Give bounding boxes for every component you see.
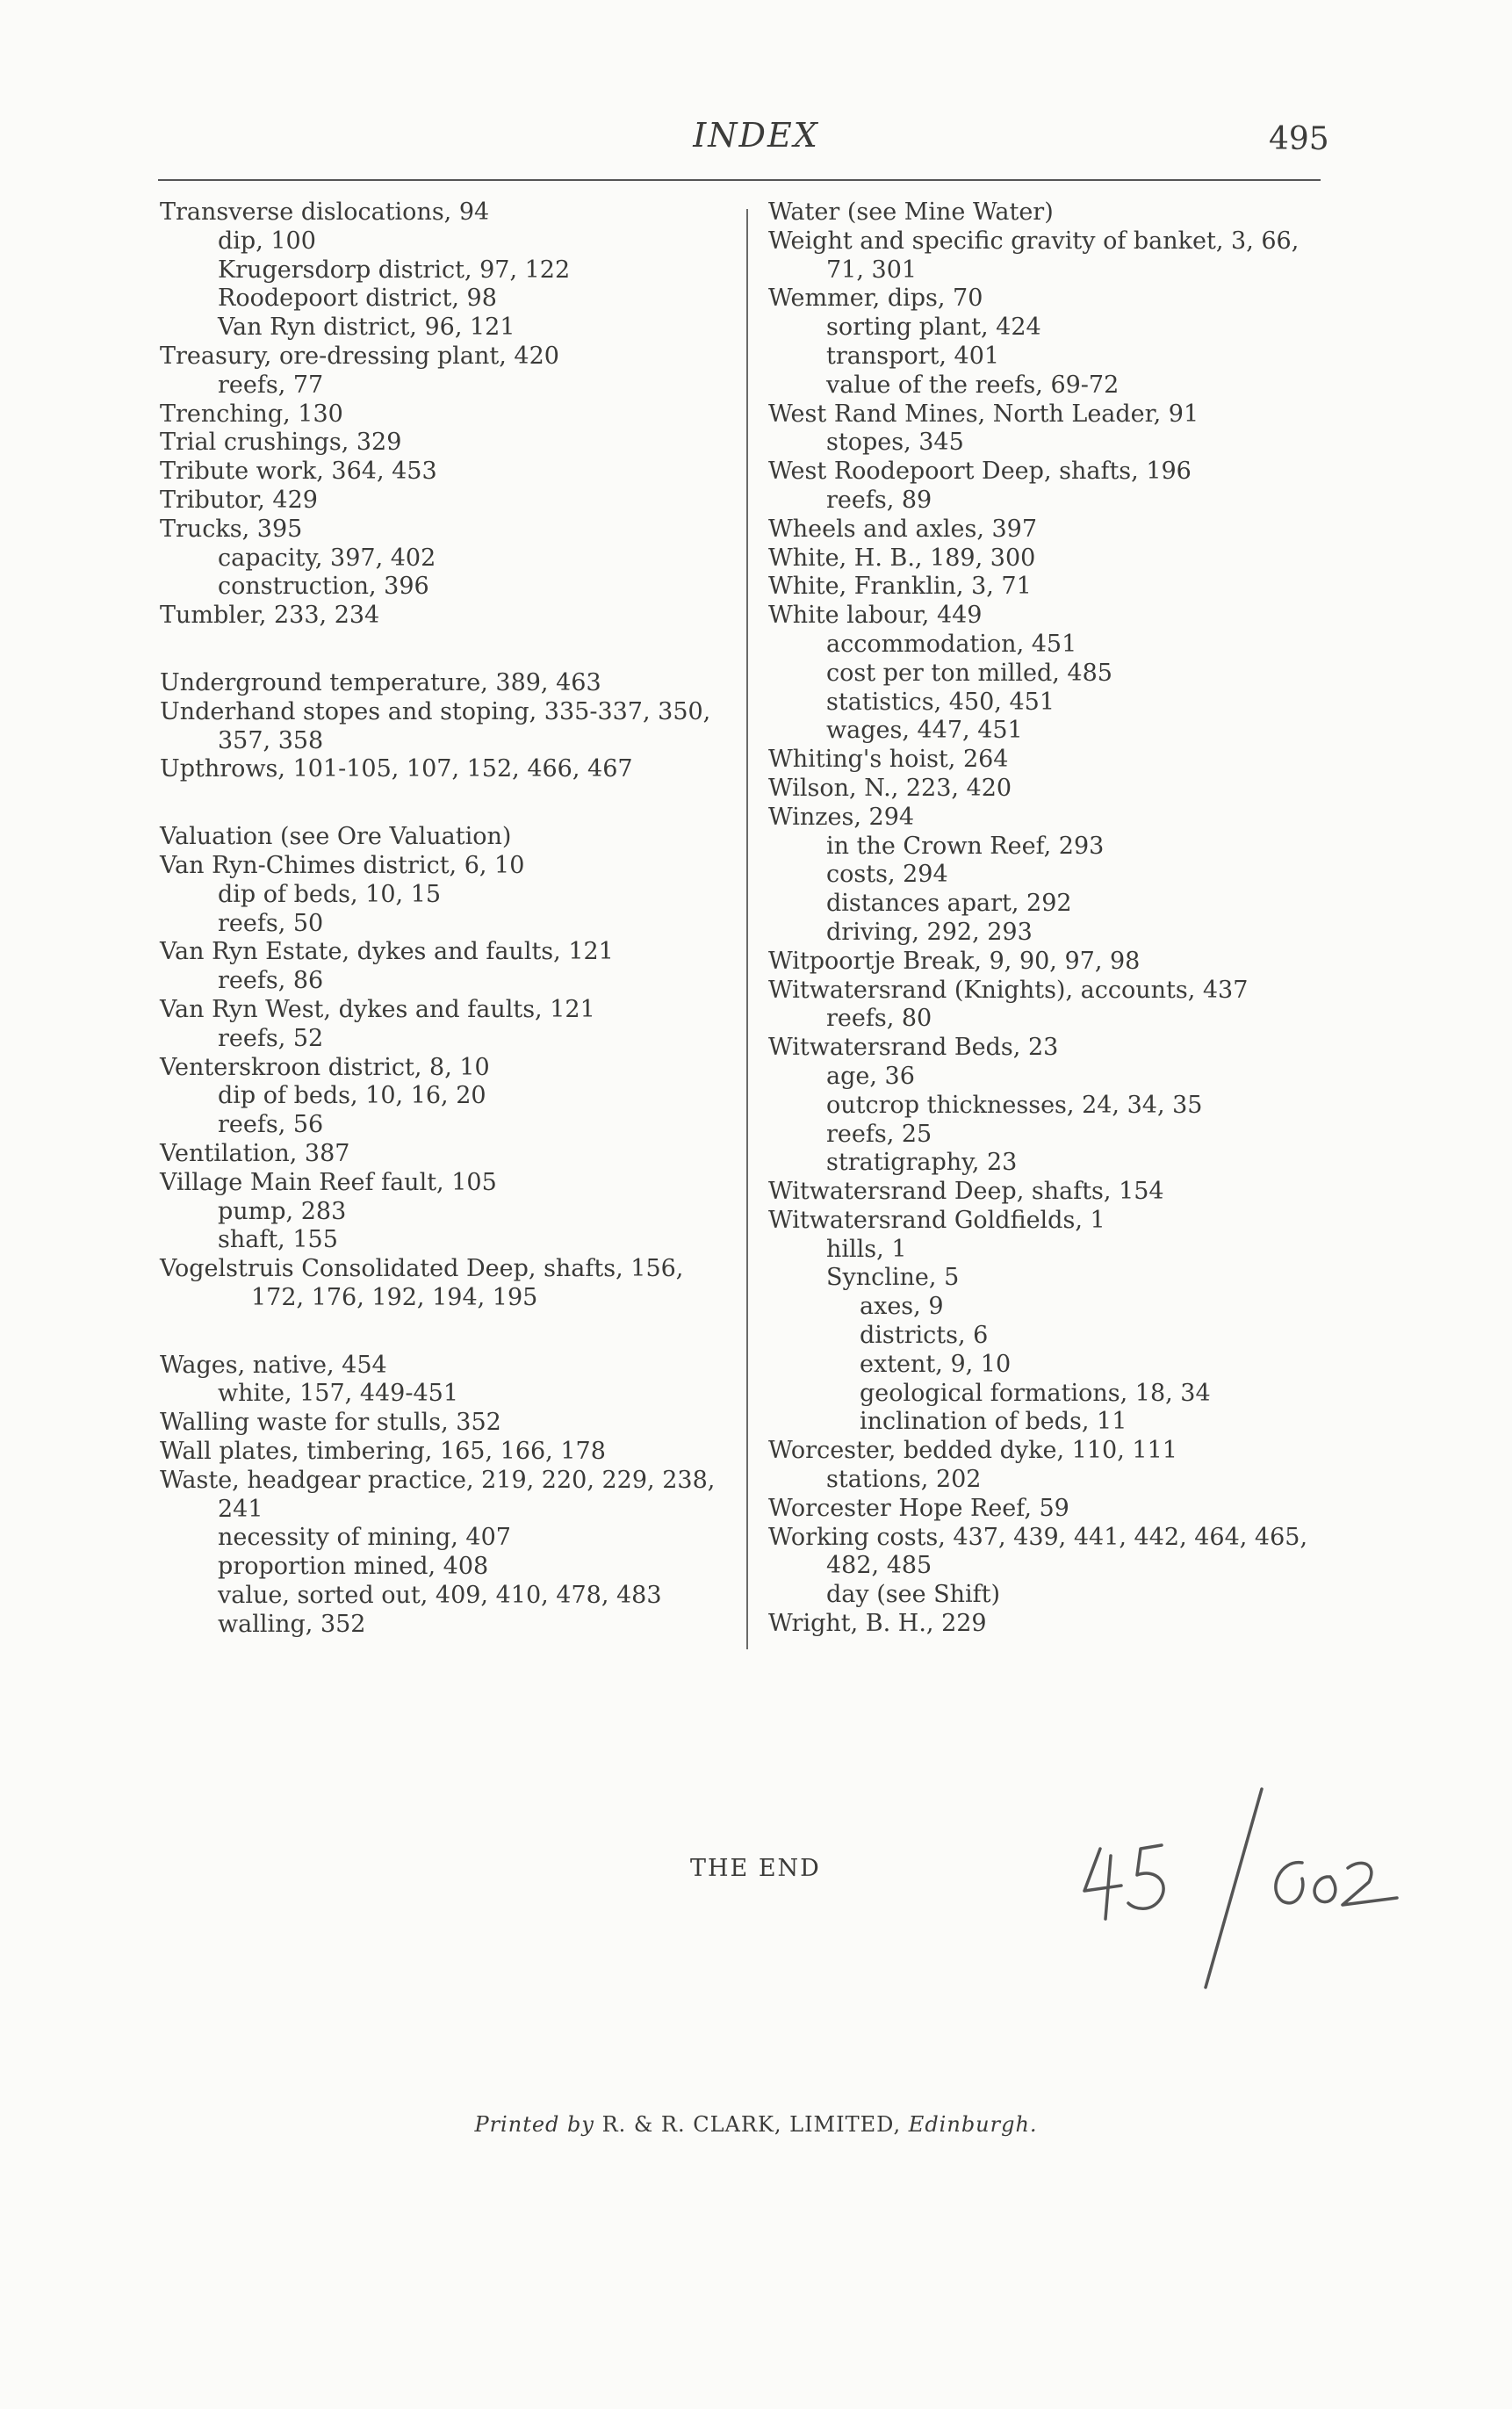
index-entry: Water (see Mine Water) xyxy=(768,198,1054,226)
imprint-prefix: Printed by xyxy=(474,2112,594,2137)
index-subentry: value of the reefs, 69-72 xyxy=(826,371,1120,399)
index-column-left xyxy=(160,198,731,1640)
index-subentry: dip of beds, 10, 15 xyxy=(218,880,442,908)
header-rule xyxy=(158,179,1321,181)
index-subentry: districts, 6 xyxy=(860,1322,989,1350)
index-subentry: outcrop thicknesses, 24, 34, 35 xyxy=(826,1091,1203,1119)
section-gap xyxy=(160,784,731,823)
index-subentry: inclination of beds, 11 xyxy=(860,1408,1127,1436)
index-subentry: reefs, 56 xyxy=(218,1111,324,1139)
index-subentry: geological formations, 18, 34 xyxy=(860,1379,1211,1407)
index-entry: Witwatersrand Beds, 23 xyxy=(768,1034,1059,1062)
index-entry: Trial crushings, 329 xyxy=(160,429,402,457)
index-entry: Waste, headgear practice, 219, 220, 229, 238, xyxy=(160,1466,716,1494)
index-entry: West Roodepoort Deep, shafts, 196 xyxy=(768,458,1192,486)
index-subentry: reefs, 80 xyxy=(826,1005,932,1033)
index-entry: Witpoortje Break, 9, 90, 97, 98 xyxy=(768,947,1141,975)
index-entry: Winzes, 294 xyxy=(768,803,915,831)
index-entry: Witwatersrand (Knights), accounts, 437 xyxy=(768,976,1249,1004)
index-entry: Underground temperature, 389, 463 xyxy=(160,668,601,696)
index-subentry: stopes, 345 xyxy=(826,429,964,457)
index-entry: Treasury, ore-dressing plant, 420 xyxy=(160,342,559,370)
column-divider xyxy=(746,209,748,1649)
index-subentry: shaft, 155 xyxy=(218,1226,338,1254)
index-subentry: driving, 292, 293 xyxy=(826,918,1033,946)
index-subentry: Syncline, 5 xyxy=(826,1264,960,1292)
printer-imprint xyxy=(0,2112,1512,2137)
index-subentry: proportion mined, 408 xyxy=(218,1553,489,1581)
index-subentry: transport, 401 xyxy=(826,342,1000,370)
index-subentry: 357, 358 xyxy=(218,726,324,754)
index-entry: Van Ryn-Chimes district, 6, 10 xyxy=(160,851,525,879)
index-subentry: distances apart, 292 xyxy=(826,890,1072,918)
index-subentry: accommodation, 451 xyxy=(826,630,1077,658)
index-entry: White, Franklin, 3, 71 xyxy=(768,573,1032,601)
index-entry: Van Ryn West, dykes and faults, 121 xyxy=(160,995,595,1023)
index-entry: Wheels and axles, 397 xyxy=(768,515,1038,543)
index-entry: Vogelstruis Consolidated Deep, shafts, 156, xyxy=(160,1255,684,1283)
index-entry: Underhand stopes and stoping, 335-337, 350, xyxy=(160,697,711,725)
index-subentry: day (see Shift) xyxy=(826,1581,1001,1609)
index-subentry: walling, 352 xyxy=(218,1610,366,1638)
index-entry: Witwatersrand Deep, shafts, 154 xyxy=(768,1178,1164,1206)
imprint-printer: R. & R. CLARK, LIMITED, xyxy=(601,2112,902,2137)
index-entry: Whiting's hoist, 264 xyxy=(768,746,1009,774)
index-subentry: reefs, 77 xyxy=(218,371,324,399)
index-subentry: Krugersdorp district, 97, 122 xyxy=(218,256,571,284)
index-subentry: necessity of mining, 407 xyxy=(218,1524,511,1552)
index-entry: Wright, B. H., 229 xyxy=(768,1610,987,1638)
index-subentry: pump, 283 xyxy=(218,1197,347,1225)
index-entry: Van Ryn Estate, dykes and faults, 121 xyxy=(160,938,614,966)
page-title: INDEX xyxy=(693,116,819,155)
index-column-right xyxy=(768,198,1330,1639)
index-subentry: reefs, 52 xyxy=(218,1024,324,1052)
index-subentry: 482, 485 xyxy=(826,1552,932,1580)
index-entry: Walling waste for stulls, 352 xyxy=(160,1409,501,1437)
index-entry: Wall plates, timbering, 165, 166, 178 xyxy=(160,1438,606,1466)
index-entry: Transverse dislocations, 94 xyxy=(160,198,490,226)
index-subentry: wages, 447, 451 xyxy=(826,717,1023,745)
index-subentry: in the Crown Reef, 293 xyxy=(826,832,1105,860)
index-subentry: statistics, 450, 451 xyxy=(826,688,1055,716)
index-entry: Wages, native, 454 xyxy=(160,1351,387,1379)
index-entry: White, H. B., 189, 300 xyxy=(768,544,1036,572)
index-entry: Valuation (see Ore Valuation) xyxy=(160,823,512,851)
index-entry: Tribute work, 364, 453 xyxy=(160,458,437,486)
index-entry: Ventilation, 387 xyxy=(160,1139,350,1167)
index-subentry: 71, 301 xyxy=(826,256,918,284)
index-entry: Venterskroon district, 8, 10 xyxy=(160,1053,490,1081)
index-entry: Worcester, bedded dyke, 110, 111 xyxy=(768,1437,1177,1465)
index-entry: West Rand Mines, North Leader, 91 xyxy=(768,400,1199,428)
index-subentry: reefs, 25 xyxy=(826,1120,932,1148)
index-subentry: extent, 9, 10 xyxy=(860,1350,1012,1378)
index-entry: Weight and specific gravity of banket, 3, 66, xyxy=(768,227,1300,255)
index-subentry: reefs, 86 xyxy=(218,967,324,995)
handwritten-note xyxy=(1076,1787,1409,1989)
index-entry: Upthrows, 101-105, 107, 152, 466, 467 xyxy=(160,755,633,783)
index-subentry: hills, 1 xyxy=(826,1235,907,1263)
index-subentry: cost per ton milled, 485 xyxy=(826,659,1112,687)
index-entry: Trenching, 130 xyxy=(160,400,343,428)
index-subentry: dip, 100 xyxy=(218,227,316,255)
index-subentry: 241 xyxy=(218,1495,263,1523)
index-subentry: white, 157, 449-451 xyxy=(218,1380,459,1408)
index-subentry: reefs, 50 xyxy=(218,909,324,937)
index-subentry: stratigraphy, 23 xyxy=(826,1149,1018,1177)
imprint-place: Edinburgh. xyxy=(908,2112,1038,2137)
section-gap xyxy=(160,631,731,669)
index-subentry: reefs, 89 xyxy=(826,486,932,514)
index-entry: Tumbler, 233, 234 xyxy=(160,602,380,630)
index-subentry: construction, 396 xyxy=(218,573,429,601)
index-entry: Trucks, 395 xyxy=(160,515,303,543)
index-subentry: sorting plant, 424 xyxy=(826,314,1041,342)
index-entry: White labour, 449 xyxy=(768,602,983,630)
index-subentry: value, sorted out, 409, 410, 478, 483 xyxy=(218,1582,662,1610)
index-subentry: 172, 176, 192, 194, 195 xyxy=(251,1283,538,1311)
section-gap xyxy=(160,1313,731,1352)
index-entry: Wilson, N., 223, 420 xyxy=(768,774,1012,802)
index-entry: Wemmer, dips, 70 xyxy=(768,285,983,313)
index-subentry: Van Ryn district, 96, 121 xyxy=(218,314,515,342)
index-subentry: stations, 202 xyxy=(826,1466,982,1494)
index-entry: Worcester Hope Reef, 59 xyxy=(768,1494,1069,1522)
index-subentry: dip of beds, 10, 16, 20 xyxy=(218,1082,486,1110)
page-number: 495 xyxy=(1269,121,1329,157)
index-subentry: axes, 9 xyxy=(860,1293,944,1321)
index-subentry: age, 36 xyxy=(826,1062,915,1090)
index-entry: Witwatersrand Goldfields, 1 xyxy=(768,1206,1105,1234)
the-end-label: THE END xyxy=(690,1855,821,1882)
index-entry: Working costs, 437, 439, 441, 442, 464, 465, xyxy=(768,1523,1308,1551)
index-subentry: costs, 294 xyxy=(826,861,948,889)
index-entry: Tributor, 429 xyxy=(160,486,318,514)
index-subentry: capacity, 397, 402 xyxy=(218,544,436,572)
index-entry: Village Main Reef fault, 105 xyxy=(160,1168,497,1196)
index-subentry: Roodepoort district, 98 xyxy=(218,285,497,313)
